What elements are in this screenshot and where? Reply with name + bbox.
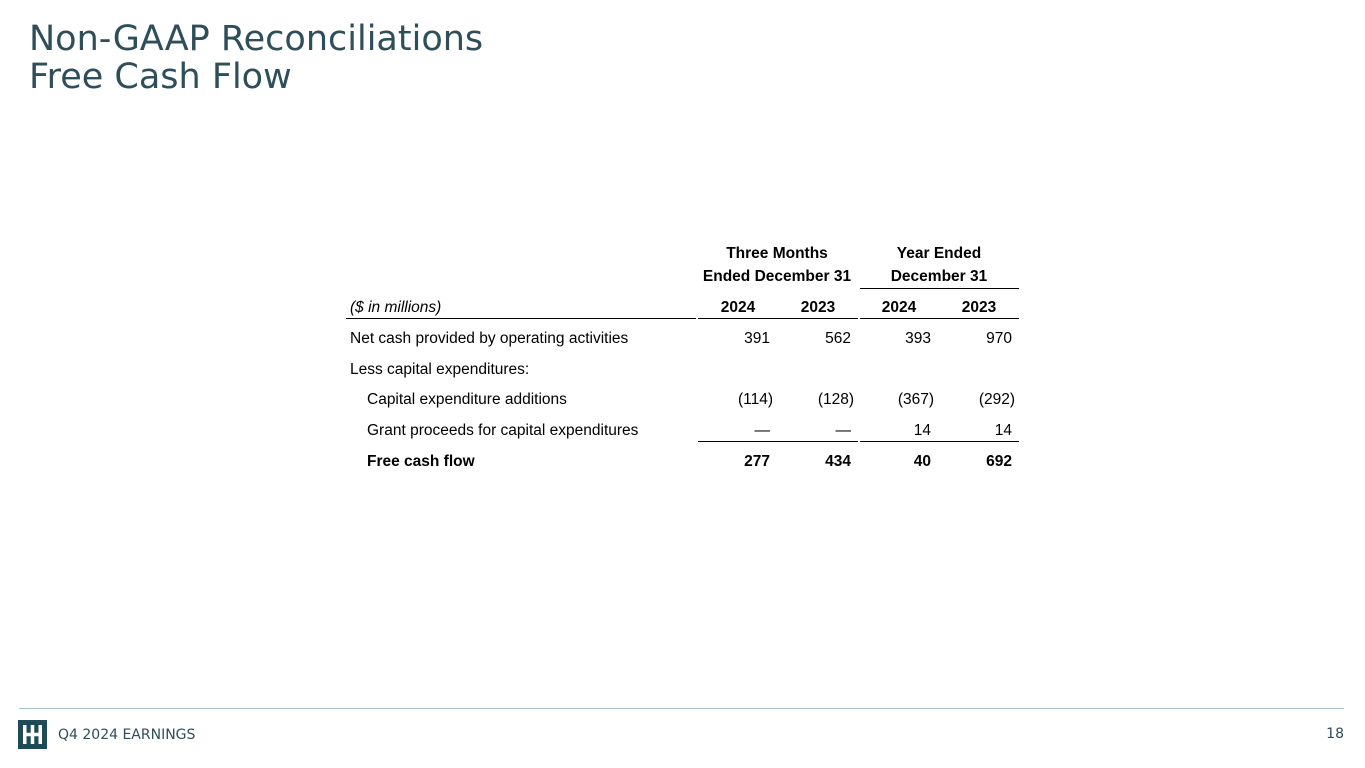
footer-label: Q4 2024 EARNINGS (58, 727, 196, 743)
cell-grant-proceeds-q2023: — (835, 422, 851, 439)
cell-grant-proceeds-q2024: — (754, 422, 770, 439)
cell-capex-additions-q2024: (114) (737, 391, 773, 408)
year-columns-header-rule (860, 318, 1019, 319)
group-header-three-months-line1: Three Months (726, 245, 828, 262)
three-months-subtotal-rule (698, 441, 858, 442)
title-line-1: Non-GAAP Reconciliations (29, 19, 484, 59)
row-label-capex-additions: Capital expenditure additions (367, 391, 567, 408)
cell-free-cash-flow-y2023: 692 (986, 453, 1012, 470)
cell-operating-cash-y2024: 393 (905, 330, 931, 347)
row-label-free-cash-flow: Free cash flow (367, 453, 475, 470)
year-subtotal-rule (860, 441, 1019, 442)
cell-operating-cash-q2023: 562 (825, 330, 851, 347)
cell-free-cash-flow-q2024: 277 (744, 453, 770, 470)
year-ended-header-rule (860, 288, 1019, 289)
cell-free-cash-flow-q2023: 434 (825, 453, 851, 470)
cell-operating-cash-y2023: 970 (986, 330, 1012, 347)
cell-grant-proceeds-y2024: 14 (913, 422, 931, 439)
logo-mark-icon (18, 720, 47, 749)
cell-grant-proceeds-y2023: 14 (994, 422, 1012, 439)
cell-capex-additions-q2023: (128) (817, 391, 854, 408)
cell-operating-cash-q2024: 391 (744, 330, 770, 347)
group-header-year-ended-line2: December 31 (890, 268, 988, 285)
company-logo (18, 720, 47, 749)
three-months-header-rule (698, 318, 858, 319)
cell-free-cash-flow-y2024: 40 (913, 453, 931, 470)
group-header-year-ended-line1: Year Ended (896, 245, 982, 262)
col-header-q-2024: 2024 (720, 299, 756, 316)
label-header-rule (346, 318, 696, 319)
col-header-y-2024: 2024 (881, 299, 917, 316)
row-label-operating-cash: Net cash provided by operating activities (350, 330, 629, 347)
units-label: ($ in millions) (350, 299, 442, 316)
col-header-y-2023: 2023 (961, 299, 997, 316)
cell-capex-additions-y2024: (367) (897, 391, 934, 408)
row-label-less-capex: Less capital expenditures: (350, 361, 530, 378)
title-line-2: Free Cash Flow (29, 57, 292, 97)
cell-capex-additions-y2023: (292) (978, 391, 1015, 408)
row-label-grant-proceeds: Grant proceeds for capital expenditures (367, 422, 639, 439)
group-header-three-months-line2: Ended December 31 (702, 268, 852, 285)
footer-divider (19, 708, 1344, 709)
col-header-q-2023: 2023 (800, 299, 836, 316)
slide-title (29, 20, 483, 96)
page-number: 18 (1326, 726, 1344, 742)
